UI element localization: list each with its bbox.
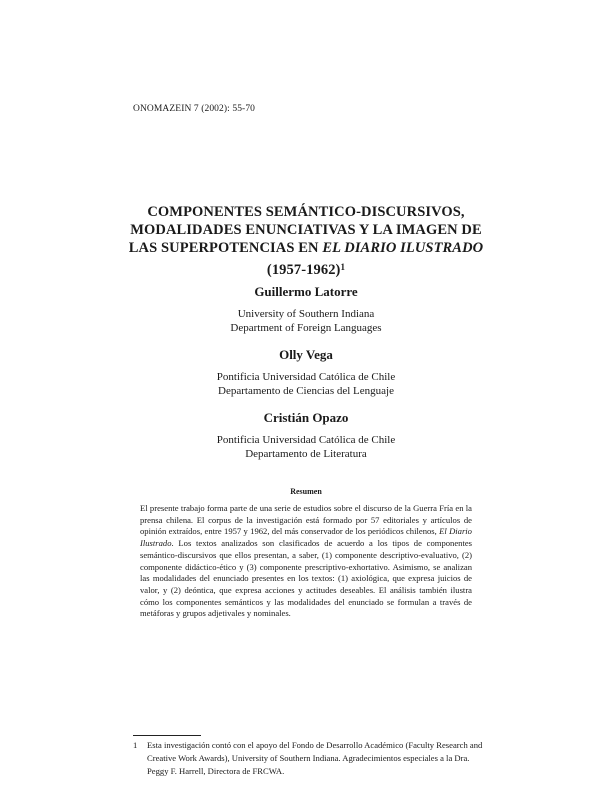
abstract-newspaper-name: El Diario Ilustrado — [140, 526, 472, 549]
author-name: Guillermo Latorre — [254, 284, 358, 299]
title-years: (1957-1962) — [266, 261, 341, 278]
author-affiliation: University of Southern Indiana — [237, 308, 375, 320]
title-line-3 — [100, 239, 512, 257]
author-department: Department of Foreign Languages — [230, 322, 382, 334]
abstract-text-part-2: . Los textos analizados son clasificados de acuerdo a los tipos de componentes semántico-discursivos que ellos presentan, a saber, (1) componente descriptivo-evaluativo, (2) componente didáctico-ético y (3) componente prescriptivo-exhortativo. Asimismo, se analizan las modalidades del enunciado presentes en los textos: (1) axiológica, que expresa juicios de valor, y (2) deóntica, que expresa acciones y actitudes deseables. El análisis también ilustra cómo los componentes semánticos y las modalidades del enunciado se formulan a través de metáforas y grupos adjetivales y nominales. — [140, 538, 472, 619]
author-affiliation: Pontificia Universidad Católica de Chile — [216, 434, 396, 446]
author-block-1 — [100, 284, 512, 335]
footnote-divider — [133, 735, 201, 736]
abstract-heading: Resumen — [290, 487, 322, 496]
title-line-3-prefix: LAS SUPERPOTENCIAS EN — [128, 240, 323, 257]
author-name: Cristián Opazo — [263, 410, 349, 425]
journal-citation: ONOMAZEIN 7 (2002): 55-70 — [133, 104, 256, 114]
title-line-4 — [100, 258, 512, 279]
footnote-text: Esta investigación contó con el apoyo del Fondo de Desarrollo Académico (Faculty Research and Creative Work Awards), University of Southern Indiana. Agradecimientos especiales a la Dra. Peggy F. Harrell, Directora de FRCWA. — [147, 740, 483, 776]
footnote-marker: 1 — [133, 740, 138, 750]
title-line-2: MODALIDADES ENUNCIATIVAS Y LA IMAGEN DE — [130, 222, 482, 239]
author-department: Departamento de Literatura — [245, 448, 367, 460]
author-block-2 — [100, 347, 512, 398]
author-affiliation: Pontificia Universidad Católica de Chile — [216, 371, 396, 383]
author-block-3 — [100, 410, 512, 461]
title-newspaper-name: EL DIARIO ILUSTRADO — [322, 240, 484, 257]
abstract-text-part-1: El presente trabajo forma parte de una serie de estudios sobre el discurso de la Guerra Fría en la prensa chilena. El corpus de la investigación está formado por 57 editoriales y artículos de opinión extraídos, entre 1957 y 1962, del más conservador de los periódicos chilenos, — [140, 503, 472, 537]
author-department: Departamento de Ciencias del Lenguaje — [218, 385, 394, 397]
footnote — [133, 739, 493, 777]
author-name: Olly Vega — [279, 347, 333, 362]
paper-title — [100, 203, 512, 279]
title-footnote-marker: 1 — [340, 261, 346, 272]
title-line-1: COMPONENTES SEMÁNTICO-DISCURSIVOS, — [147, 204, 465, 220]
abstract-body — [140, 503, 472, 620]
